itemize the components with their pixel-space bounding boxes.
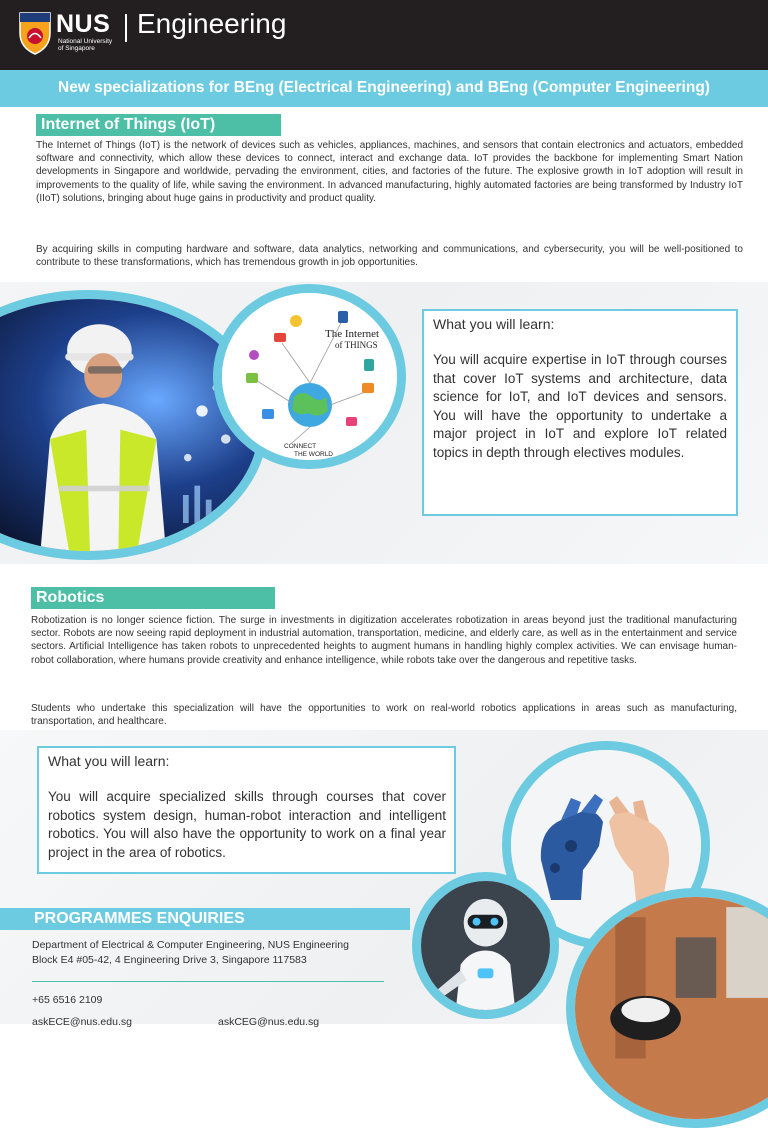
enquiries-email-ceg[interactable]: askCEG@nus.edu.sg (218, 1016, 320, 1028)
iot-illustration-title-2: of THINGS (335, 340, 378, 350)
enquiries-email-ece[interactable]: askECE@nus.edu.sg (32, 1016, 132, 1028)
enquiries-address-1: Department of Electrical & Computer Engineering, NUS Engineering (32, 939, 349, 951)
iot-illustration (213, 284, 406, 469)
enquiries-phone: +65 6516 2109 (32, 994, 103, 1006)
iot-illustration-title-1: The Internet (325, 328, 380, 340)
robotics-paragraph-2: Students who undertake this specialization will have the opportunities to work on real-world robotics applications in areas such as manufacturing, transportation, and healthcare. (31, 703, 737, 728)
title-banner (0, 70, 768, 107)
enquiries-heading: PROGRAMMES ENQUIRIES (0, 908, 410, 930)
header-bar (0, 0, 768, 70)
enquiries-divider (32, 981, 384, 982)
robotics-heading: Robotics (31, 587, 275, 609)
logo-divider (125, 14, 127, 42)
iot-heading: Internet of Things (IoT) (36, 114, 281, 136)
iot-learn-body: You will acquire expertise in IoT through courses that cover IoT systems and architecture, data science for IoT, and IoT devices and sensors. You will have the opportunity to undertake a major project in IoT and explore IoT related topics in depth through electives modules. (433, 352, 727, 460)
enquiries-address-2: Block E4 #05-42, 4 Engineering Drive 3, Singapore 117583 (32, 954, 307, 966)
banner-title: New specializations for BEng (Electrical Engineering) and BEng (Computer Engineering) (58, 79, 710, 96)
robotics-learn-title: What you will learn: (48, 753, 170, 769)
humanoid-robot-photo (412, 872, 559, 1019)
iot-paragraph-2: By acquiring skills in computing hardware and software, data analytics, networking and communications, and cybersecurity, you will be well-positioned to contribute to these transformations, which has tremendous growth in job opportunities. (36, 244, 743, 269)
nus-logo-text: NUS (56, 10, 111, 38)
iot-paragraph-1: The Internet of Things (IoT) is the network of devices such as vehicles, appliances, machines, and sensors that contain electronics and actuators, embedded software and connectivity, which allow these devices to connect, interact and exchange data. IoT provides the backbone for implementing Smart Nation developments in Singapore and worldwide, pervading the environment, cities, and factories of the future. The explosive growth in IoT adoption will result in improvements to the quality of life, while saving the environment. In advanced manufacturing, highly automated factories are being transformed by Industry IoT (IIoT) solutions, bringing about huge gains in productivity and product quality. (36, 140, 743, 204)
robotics-learn-body: You will acquire specialized skills through courses that cover robotics system design, human-robot interaction and intelligent robotics. You will also have the opportunity to work on a final year project in the area of robotics. (48, 789, 446, 860)
iot-illustration-caption-1: CONNECT (284, 443, 317, 450)
robotics-paragraph-1: Robotization is no longer science fiction. The surge in investments in digitization accelerates robotization in areas beyond just the traditional manufacturing sector. Robots are now seeing rapid deployment in industrial automation, transportation, medicine, and elderly care, as well as in the entertainment and service sectors. Artificial Intelligence has taken robots to unprecedented heights to augment humans in handling highly complex activities. We can envisage human-robot collaboration, where humans provide creativity and enhance intelligence, while robots take over the dangerous and repetitive tasks. (31, 615, 737, 666)
nus-logo-subtext: National University of Singapore (58, 38, 113, 52)
iot-illustration-caption-2: THE WORLD (294, 451, 333, 458)
nus-crest-icon (18, 11, 52, 55)
faculty-name: Engineering (137, 8, 287, 39)
iot-learn-title: What you will learn: (433, 316, 555, 332)
